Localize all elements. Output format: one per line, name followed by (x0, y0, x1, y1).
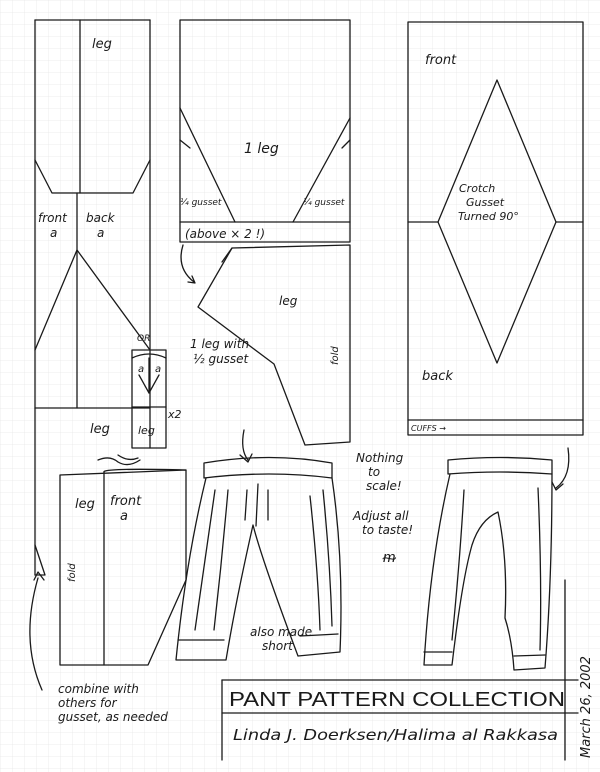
label-or: OR (137, 334, 151, 344)
label-above-x2: (above × 2 !) (185, 227, 266, 241)
label-one-leg: 1 leg (244, 141, 279, 157)
label-crotch-back: back (422, 369, 453, 384)
label-x2: x2 (168, 408, 182, 421)
label-half-caption-1: 1 leg with (190, 337, 250, 351)
label-crotch-front: front (425, 53, 457, 68)
note-nothing-2: to (368, 465, 381, 479)
label-back: back (86, 211, 115, 225)
note-combine-2: others for (58, 696, 117, 710)
note-nothing-3: scale! (366, 479, 402, 493)
note-adjust-2: to taste! (362, 523, 414, 537)
label-crotch-line2: Gusset (466, 196, 505, 209)
note-also-1: also made (250, 625, 313, 639)
label-gusset-leg: leg (138, 424, 155, 437)
note-adjust-1: Adjust all (353, 509, 409, 523)
label-bottom-front: front (110, 494, 142, 509)
label-front-a: a (50, 226, 58, 240)
label-cuffs: CUFFS → (411, 424, 446, 433)
note-combine-3: gusset, as needed (58, 710, 168, 724)
label-bottom-fold: fold (67, 563, 78, 582)
note-nothing-1: Nothing (356, 451, 404, 465)
label-crotch-line3: Turned 90° (458, 210, 519, 223)
label-quarter-right: ¼ gusset (303, 198, 345, 208)
label-bottom-leg: leg (75, 497, 95, 512)
label-leg-below: leg (90, 422, 110, 437)
title: PANT PATTERN COLLECTION (229, 689, 565, 711)
label-back-a: a (97, 226, 105, 240)
label-gusset-a1: a (138, 364, 145, 375)
label-bottom-front-a: a (120, 509, 128, 524)
label-half-caption-2: ½ gusset (193, 352, 249, 366)
label-half-fold: fold (330, 346, 341, 365)
label-gusset-a2: a (155, 364, 162, 375)
label-quarter-left: ¼ gusset (180, 198, 222, 208)
label-front: front (38, 211, 67, 225)
date: March 26, 2002 (579, 656, 594, 758)
note-mark: ᵯ (383, 548, 396, 566)
label-half-leg: leg (279, 294, 298, 308)
label-crotch-line1: Crotch (459, 182, 496, 195)
label-left-leg: leg (92, 37, 112, 52)
note-combine-1: combine with (58, 682, 139, 696)
note-also-2: short (262, 639, 293, 653)
author: Linda J. Doerksen/Halima al Rakkasa (233, 726, 558, 744)
